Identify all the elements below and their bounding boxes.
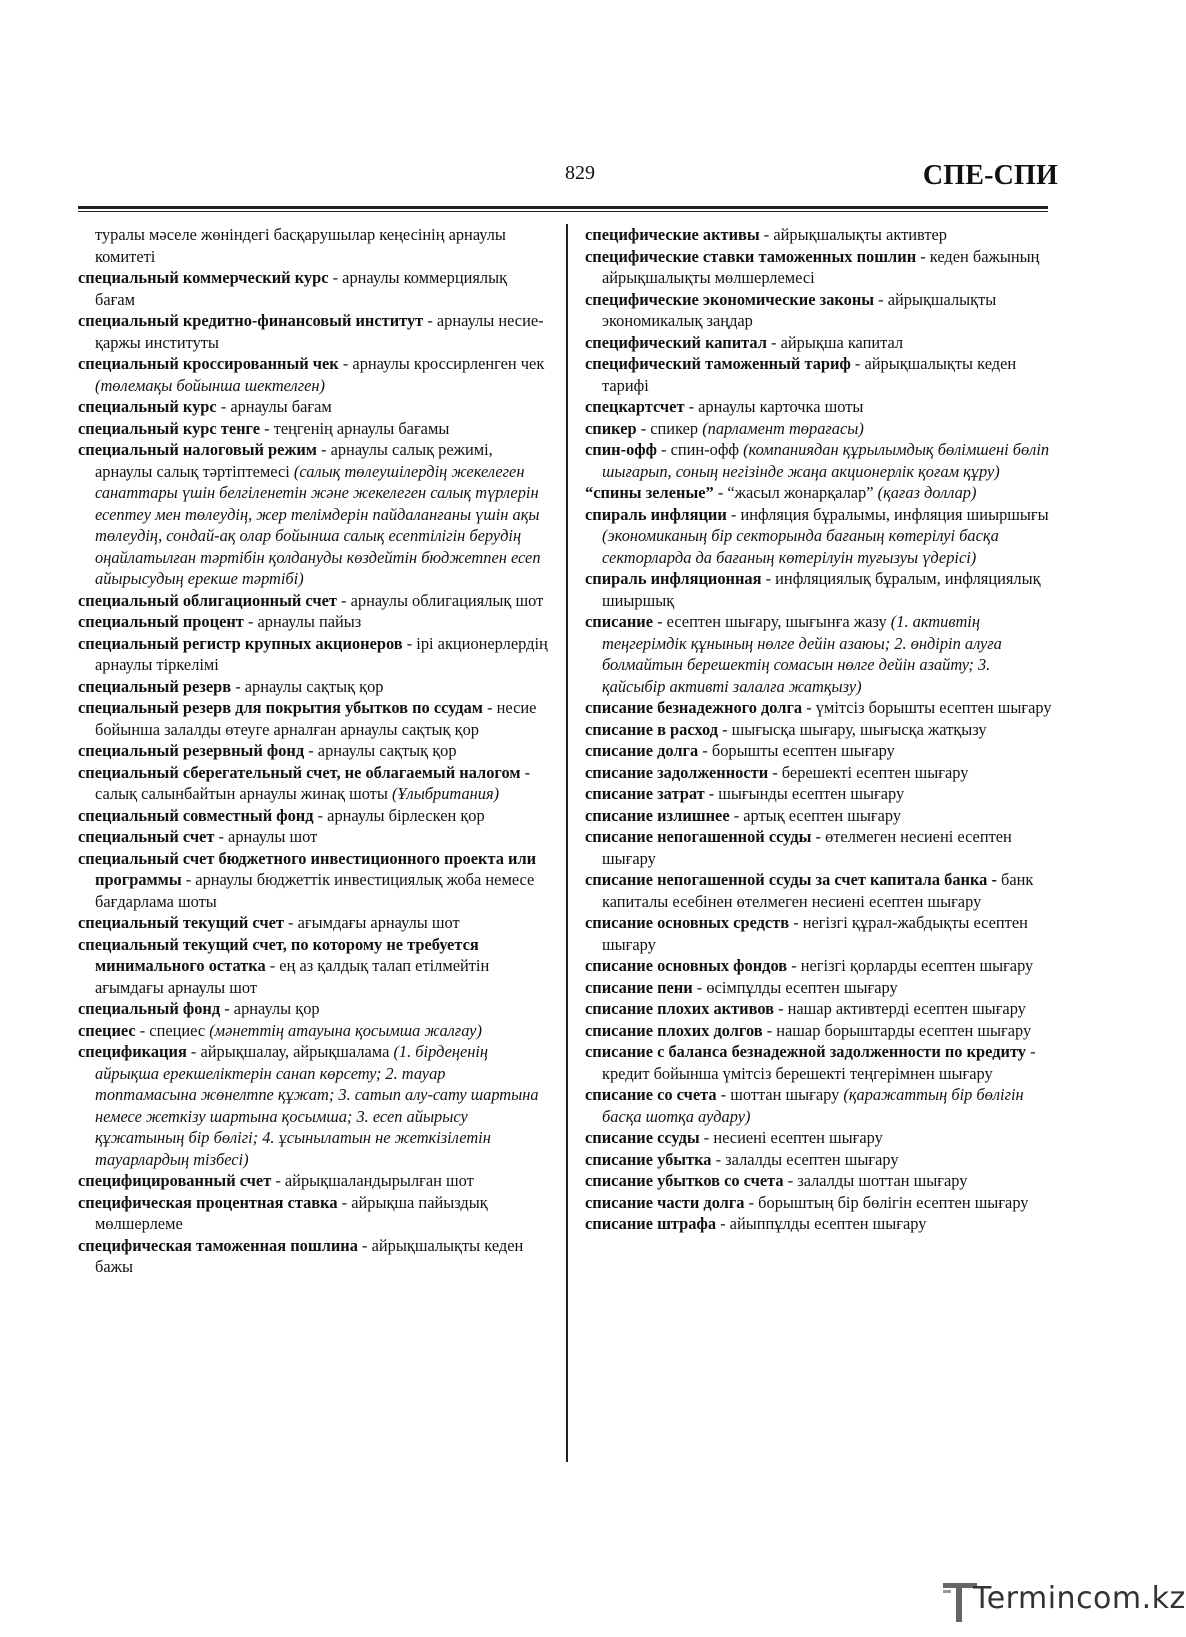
dictionary-entry [585,998,1055,1020]
entry-definition: - борыштың бір бөлігін есептен шығару [744,1192,1029,1212]
entry-note: (қағаз доллар) [877,483,977,502]
entry-definition: - арнаулы бағам [216,397,332,416]
entry-note: (компаниядан құрылымдық бөлімшені бөліп шығарып, соның негізінде жаңа акционерлік қоғам құру) [602,440,1050,481]
entry-definition: - арнаулы бірлескен қор [313,805,485,825]
dictionary-entry [78,740,550,762]
dictionary-entry [78,310,550,353]
right-column [585,224,1055,1235]
entry-definition: - айрықшалықты кеден бажы [95,1235,524,1276]
entry-term: списание затрат [585,784,705,803]
entry-definition: - нашар борыштарды есептен шығару [762,1020,1032,1040]
dictionary-entry [585,869,1055,912]
entry-term: списание с баланса безнадежной задолженности по кредиту [585,1042,1026,1061]
entry-term: специальный текущий счет, по которому не требуется минимального остатка [78,934,479,975]
dictionary-entry [78,267,550,310]
entry-term: специальный облигационный счет [78,590,337,610]
dictionary-entry [78,439,550,590]
dictionary-entry [78,611,550,633]
entry-note: (мәнеттің атауына қосымша жалғау) [209,1020,482,1040]
dictionary-entry [585,762,1055,784]
entry-definition: - өсімпұлды есептен шығару [692,977,898,997]
entry-term: специфические экономические законы [585,289,875,309]
entry-definition: - арнаулы пайыз [243,612,362,631]
entry-definition: - негізгі қорларды есептен шығару [787,956,1034,975]
dictionary-entry [78,396,550,418]
entry-definition: - несие бойынша залалды өтеуге арналған арнаулы сақтық қор [95,698,537,739]
entry-definition: банк капиталы есебінен өтелмеген несиені есептен шығару [602,870,1034,911]
dictionary-entry [585,246,1055,289]
entry-term: специальный курс [78,397,217,416]
entry-definition: - инфляция бұралымы, инфляция шиыршығы [726,504,1049,524]
entry-term: списание части долга [585,1192,745,1212]
entry-term: специальный счет бюджетного инвестиционного проекта или программы [78,848,537,889]
entry-definition: - негізгі құрал-жабдықты есептен шығару [602,913,1028,954]
dictionary-entry [585,224,1055,246]
entry-note: (парламент төрағасы) [702,418,864,438]
entry-term: специальный совместный фонд [78,805,314,825]
dictionary-entry [585,912,1055,955]
entry-definition: - кредит бойынша үмітсіз берешекті теңгерімнен шығару [602,1042,1036,1083]
left-column [78,224,550,1278]
header-rule-thin [78,211,1048,212]
dictionary-entry [585,418,1055,440]
entry-definition: - арнаулы коммерциялық бағам [95,268,508,309]
entry-term: списание излишнее [585,805,730,825]
entry-term: специальный кроссированный чек [78,354,339,373]
entry-term: списание долга [585,741,699,760]
entry-definition: - айрықшалау, айрықшалама [186,1042,394,1061]
entry-definition: - салық салынбайтын арнаулы жинақ шоты [95,762,531,803]
entry-term: спикер [585,418,637,438]
entry-term: списание основных фондов [585,956,788,975]
entry-definition: - нашар активтерді есептен шығару [773,999,1026,1018]
dictionary-entry [78,1192,550,1235]
dictionary-entry [585,568,1055,611]
dictionary-entry [585,805,1055,827]
running-head: СПЕ-СПИ [922,160,1058,191]
entry-term: специфические ставки таможенных пошлин [585,246,917,266]
entry-term: специфические активы [585,225,760,244]
entry-term: списание основных средств [585,913,790,932]
entry-definition: - айрықшалықты экономикалық заңдар [602,289,997,330]
dictionary-entry [585,611,1055,697]
dictionary-entry [585,289,1055,332]
entry-definition: туралы мәселе жөніндегі басқарушылар кеңесінің арнаулы комитеті [95,225,506,266]
entry-note: (салық төлеушілердің жекелеген санаттары үшін белгіленетін және жекелеген салық түрлерін есептеу мен төлеудің, жер телімдерін пайдаланғаны үшін ақы төлеудің, сондай-ақ олар бойынша салық есептілігін берудің оңайлатылған тәртібін қолдануды көздейтін бюджетпен есеп айырысудың ерекше тәртібі) [95,461,541,588]
entry-definition: - өтелмеген несиені есептен шығару [602,827,1012,868]
entry-term: списание со счета [585,1085,717,1104]
entry-definition: - шығынды есептен шығару [704,784,905,803]
entry-definition: - айрықшалықты кеден тарифі [602,354,1017,395]
entry-term: специальный регистр крупных акционеров [78,633,403,653]
entry-term: специальный сберегательный счет, не облагаемый налогом [78,762,521,782]
dictionary-entry [585,1170,1055,1192]
entry-note: (1. активтің теңгерімдік құнының нөлге дейін азаюы; 2. өндіріп алуға болмайтын берешектің сомасын нөлге дейін азайту; 3. қайсыбір активті залалға жатқызу) [602,612,1002,696]
entry-term: специальный коммерческий курс [78,268,329,287]
entry-term: специальный фонд [78,999,221,1018]
entry-term: списание непогашенной ссуды за счет капитала банка - [585,870,997,889]
dictionary-entry [78,998,550,1020]
entry-term: спин-офф [585,440,657,459]
entry-term: списание плохих активов [585,999,774,1018]
entry-definition: - инфляциялық бұралым, инфляциялық шиыршық [602,569,1041,610]
dictionary-entry [78,934,550,999]
dictionary-entry [585,439,1055,482]
entry-term: спираль инфляции [585,504,727,524]
logo-text: Termincom.kz [973,1581,1186,1616]
dictionary-entry [78,1235,550,1278]
entry-definition: - залалды шоттан шығару [783,1171,968,1190]
entry-definition: - специес [135,1020,210,1040]
dictionary-entry [585,1149,1055,1171]
entry-term: списание убытка [585,1149,712,1169]
entry-term: специальный резерв для покрытия убытков по ссудам [78,698,483,717]
entry-term: спецификация [78,1042,187,1061]
dictionary-entry [78,224,550,267]
entry-term: списание плохих долгов [585,1020,763,1040]
dictionary-entry [585,396,1055,418]
entry-definition: - арнаулы сақтық қор [304,741,457,760]
dictionary-entry [585,482,1055,504]
entry-definition: - арнаулы қор [220,999,320,1018]
entry-definition: - айыппұлды есептен шығару [716,1214,927,1233]
entry-term: специальный кредитно-финансовый институт [78,311,424,330]
dictionary-entry [78,633,550,676]
entry-term: списание пени [585,977,693,997]
entry-definition: - арнаулы бюджеттік инвестициялық жоба немесе бағдарлама шоты [95,870,535,911]
dictionary-entry [78,762,550,805]
entry-definition: - артық есептен шығару [729,805,902,825]
entry-term: списание непогашенной ссуды [585,827,812,846]
entry-note: (экономиканың бір секторында бағаның көтерілуі басқа секторларда да бағаның көтерілуін туғызуы үдерісі) [602,526,999,567]
entry-note: (1. бірдеңенің айрықша ерекшеліктерін санап көрсету; 2. тауар топтамасына жөнелтпе құжат; 3. сатып алу-сату шартына немесе жеткізу шартына қосымша; 3. есеп айырысу құжатының бір бөлігі; 4. ұсынылатын не жеткізілетін тауарлардың тізбесі) [95,1042,539,1169]
page-number: 829 [565,162,595,184]
entry-definition: - арнаулы кроссирленген чек [338,354,545,373]
entry-definition: - несиені есептен шығару [699,1128,883,1147]
dictionary-entry [585,719,1055,741]
entry-term: списание задолженности [585,762,769,782]
dictionary-entry [78,1170,550,1192]
dictionary-entry [78,805,550,827]
dictionary-entry [585,697,1055,719]
entry-term: специфическая процентная ставка [78,1192,338,1212]
dictionary-entry [78,1020,550,1042]
entry-definition: - спин-офф [656,440,744,459]
entry-term: списание штрафа [585,1214,717,1233]
dictionary-entry [78,848,550,913]
entry-definition: - ірі акционерлердің арнаулы тіркелімі [95,633,548,674]
entry-definition: - “жасыл жонарқалар” [713,483,878,502]
entry-definition: - үмітсіз борышты есептен шығару [802,698,1052,717]
entry-definition: - есептен шығару, шығынға жазу [653,612,891,631]
dictionary-entry [78,353,550,396]
column-divider [566,224,568,1462]
dictionary-entry [78,418,550,440]
entry-note: (Ұлыбритания) [391,784,500,803]
entry-term: списание [585,612,653,631]
entry-definition: - арнаулы сақтық қор [231,676,384,696]
termincom-logo [943,1577,1186,1627]
entry-definition: - залалды есептен шығару [711,1149,899,1169]
entry-term: спираль инфляционная [585,569,762,588]
entry-term: специальный процент [78,612,244,631]
dictionary-entry [585,1041,1055,1084]
dictionary-entry [78,912,550,934]
entry-term: специфический таможенный тариф [585,354,851,373]
entry-term: специальный текущий счет [78,913,284,932]
dictionary-entry [585,955,1055,977]
dictionary-entry [585,740,1055,762]
entry-note: (қаражаттың бір бөлігін басқа шотқа аудару) [602,1085,1024,1126]
dictionary-entry [585,332,1055,354]
entry-definition: - арнаулы облигациялық шот [336,590,544,610]
entry-definition: - айрықшаландырылған шот [271,1171,474,1190]
entry-definition: - айрықша пайыздық мөлшерлеме [95,1192,488,1233]
entry-term: специфицированный счет [78,1171,272,1190]
dictionary-entry [78,826,550,848]
entry-note: (төлемақы бойынша шектелген) [95,375,325,395]
dictionary-entry [585,783,1055,805]
entry-definition: - арнаулы карточка шоты [684,397,864,416]
entry-term: списание безнадежного долга [585,698,803,717]
entry-definition: - айрықша капитал [766,332,904,352]
entry-definition: - шоттан шығару [716,1085,844,1104]
entry-definition: - кеден бажының айрықшалықты мөлшерлемесі [602,246,1040,287]
entry-term: списание в расход [585,719,718,739]
entry-definition: - айрықшалықты активтер [759,225,947,244]
entry-term: специфический капитал [585,332,767,352]
dictionary-entry [585,1084,1055,1127]
entry-term: спецкартсчет [585,397,685,416]
entry-term: списание ссуды [585,1128,700,1147]
dictionary-entry [585,353,1055,396]
dictionary-entry [78,590,550,612]
dictionary-entry [585,1127,1055,1149]
entry-term: специфическая таможенная пошлина [78,1235,358,1255]
dictionary-entry [585,504,1055,569]
dictionary-entry [585,977,1055,999]
dictionary-entry [78,697,550,740]
dictionary-entry [78,676,550,698]
entry-term: специальный резерв [78,676,232,696]
entry-definition: - ағымдағы арнаулы шот [283,913,460,932]
entry-term: специальный налоговый режим [78,440,317,459]
entry-term: специес [78,1020,136,1040]
dictionary-entry [585,1020,1055,1042]
entry-term: списание убытков со счета [585,1171,784,1190]
entry-definition: - ең аз қалдық талап етілмейтін ағымдағы арнаулы шот [95,956,490,997]
dictionary-entry [585,1213,1055,1235]
entry-term: специальный резервный фонд [78,741,305,760]
entry-term: специальный счет [78,827,215,846]
entry-definition: - арнаулы салық режимі, арнаулы салық тәртіптемесі [95,440,493,481]
entry-definition: - берешекті есептен шығару [768,762,969,782]
entry-definition: - арнаулы шот [214,827,318,846]
dictionary-entry [585,826,1055,869]
dictionary-entry [585,1192,1055,1214]
header-rule-thick [78,206,1048,209]
entry-definition: - борышты есептен шығару [698,741,895,760]
entry-definition: - шығысқа шығару, шығысқа жатқызу [718,719,987,739]
entry-definition: - теңгенің арнаулы бағамы [260,418,450,438]
dictionary-entry [78,1041,550,1170]
entry-definition: - арнаулы несие-қаржы институты [95,311,544,352]
entry-definition: - спикер [636,418,703,438]
entry-term: специальный курс тенге [78,418,261,438]
entry-term: “спины зеленые” [585,483,714,502]
